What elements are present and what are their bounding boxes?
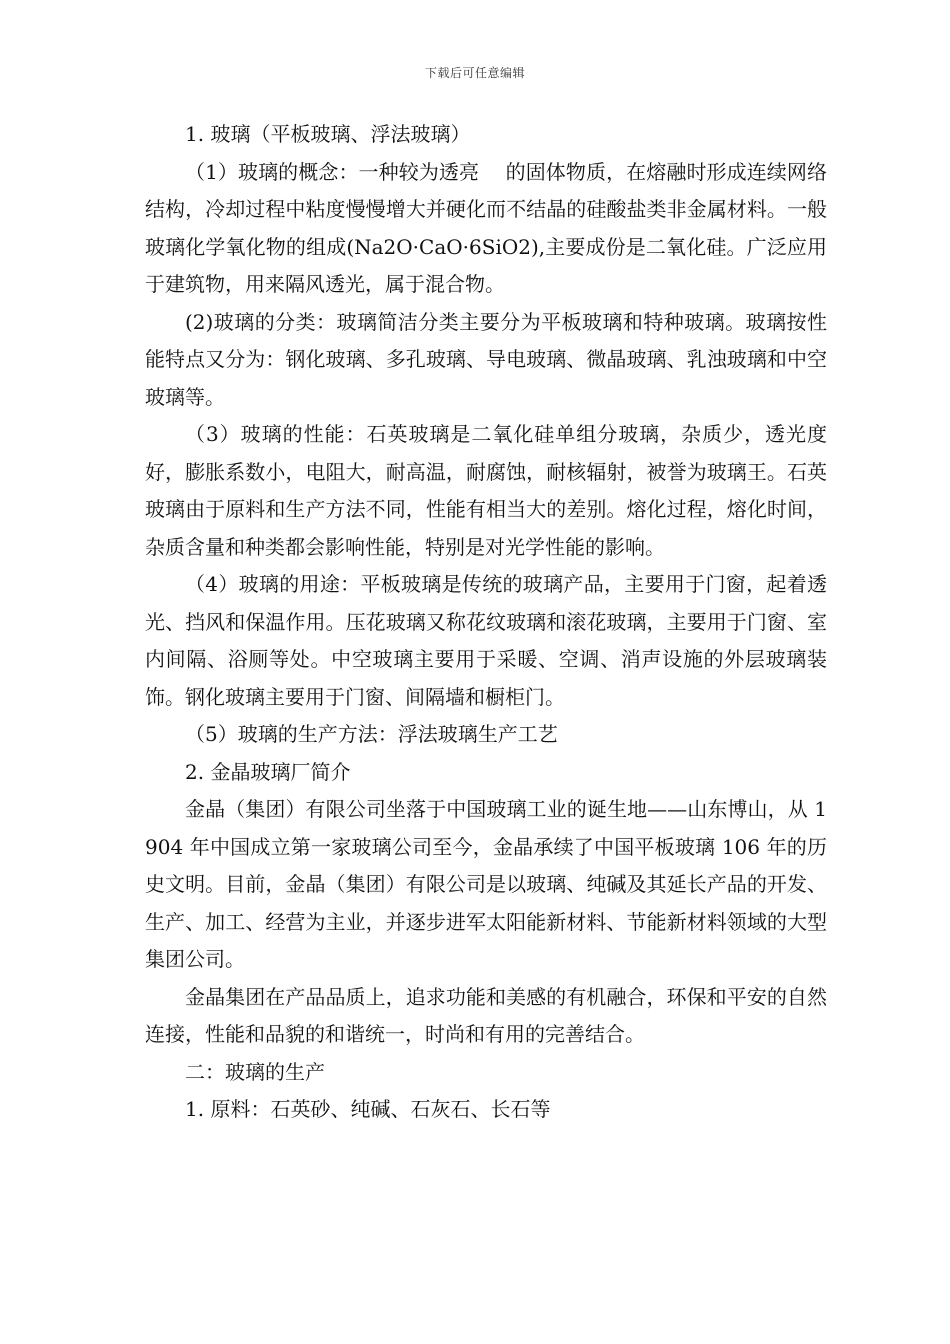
paragraph-raw-materials: 1. 原料：石英砂、纯碱、石灰石、长石等 (185, 1097, 551, 1121)
paragraph-glass-classification: (2)玻璃的分类：玻璃简洁分类主要分为平板玻璃和特种玻璃。玻璃按性能特点又分为：钢化玻璃、多孔玻璃、导电玻璃、微晶玻璃、乳浊玻璃和中空玻璃等。 (145, 309, 827, 409)
paragraph-glass-properties: （3）玻璃的性能：石英玻璃是二氧化硅单组分玻璃，杂质少，透光度好，膨胀系数小，电阻大，耐高温，耐腐蚀，耐核辐射，被誉为玻璃王。石英玻璃由于原料和生产方法不同，性能有相当大的差别。熔化过程，熔化时间，杂质含量和种类都会影响性能，特别是对光学性能的影响。 (145, 422, 827, 559)
heading-jinjing-intro: 2. 金晶玻璃厂简介 (185, 759, 351, 784)
page-header: 下载后可任意编辑 (424, 66, 525, 80)
heading-glass-types: 1. 玻璃（平板玻璃、浮法玻璃） (185, 122, 471, 146)
paragraph-jinjing-company: 金晶（集团）有限公司坐落于中国玻璃工业的诞生地——山东博山，从 1904 年中国成立第一家玻璃公司至今，金晶承续了中国平板玻璃 106 年的历史文明。目前，金晶（集团）有限公司是以玻璃、纯碱及其延长产品的开发、生产、加工、经营为主业，并逐步进军太阳能新材料、节能新材料领域的大型集团公司。 (145, 797, 827, 971)
paragraph-glass-concept: （1）玻璃的概念：一种较为透亮 的固体物质，在熔融时形成连续网络结构，冷却过程中粘度慢慢增大并硬化而不结晶的硅酸盐类非金属材料。一般玻璃化学氧化物的组成(Na2O·CaO·6SiO2),主要成份是二氧化硅。广泛应用于建筑物，用来隔风透光，属于混合物。 (145, 159, 827, 296)
document-body (145, 116, 827, 1129)
paragraph-jinjing-quality: 金晶集团在产品品质上，追求功能和美感的有机融合，环保和平安的自然连接，性能和品貌的和谐统一，时尚和有用的完善结合。 (145, 984, 827, 1046)
paragraph-glass-uses: （4）玻璃的用途：平板玻璃是传统的玻璃产品，主要用于门窗，起着透光、挡风和保温作用。压花玻璃又称花纹玻璃和滚花玻璃，主要用于门窗、室内间隔、浴厕等处。中空玻璃主要用于采暖、空调、消声设施的外层玻璃装饰。钢化玻璃主要用于门窗、间隔墙和橱柜门。 (145, 572, 827, 709)
paragraph-glass-production-method: （5）玻璃的生产方法：浮法玻璃生产工艺 (185, 722, 558, 746)
heading-glass-production: 二：玻璃的生产 (185, 1059, 325, 1084)
